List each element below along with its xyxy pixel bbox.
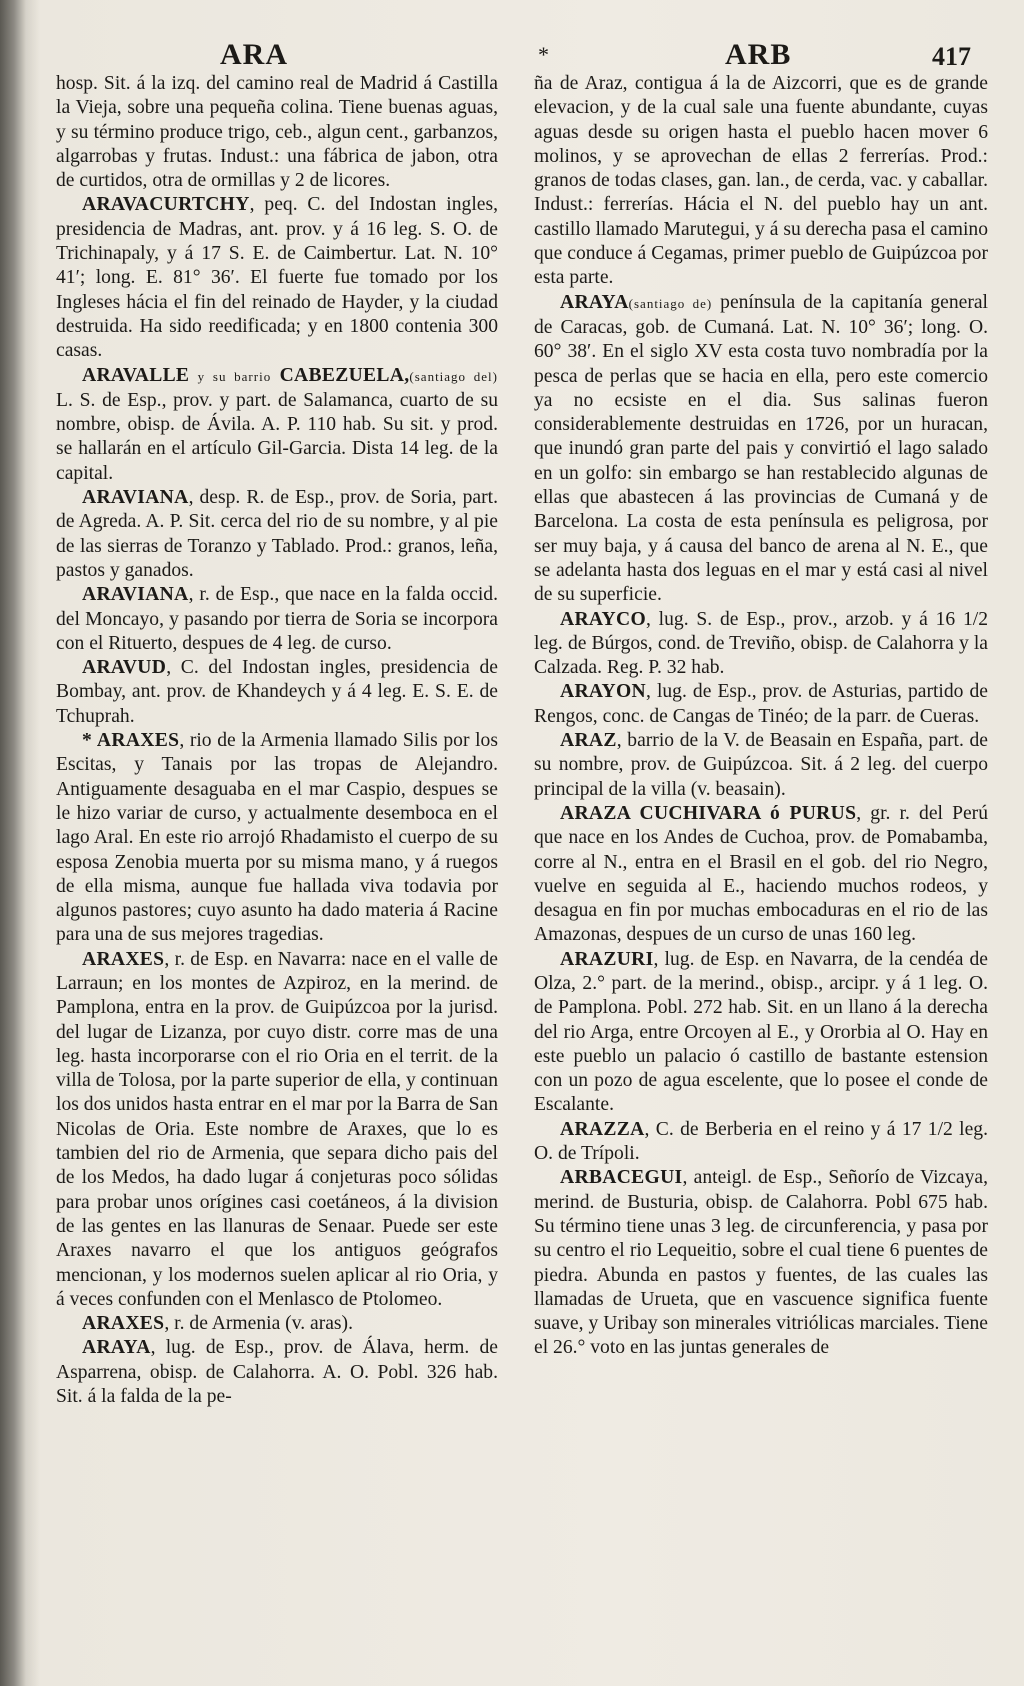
entry-text: , gr. r. del Perú que nace en los Andes de Cuchoa, prov. de Pomabamba, corre al N., entra en el Brasil en el gob. del rio Negro, vuelve en seguida al E., haciendo muchos rodeos, y desagua en fin por muchas embocaduras en el rio de las Amazonas, despues de un curso de unas 160 leg. bbox=[534, 802, 988, 946]
entry-text: , rio de la Armenia llamado Silis por los Escitas, y Tanais por las tropas de Alejandro. Antiguamente desaguaba en el mar Caspio, despues se le hizo variar de curso, y actualmente desemboca en el lago Aral. En este rio arrojó Rhadamisto el cuerpo de su esposa Zenobia muerta por su misma mano, y á ruegos de ella misma, aunque fue hallada viva todavia por algunos pastores; cuyo asunto ha dado materia á Racine para una de sus mejores tragedias. bbox=[56, 730, 498, 946]
dictionary-entry bbox=[56, 193, 498, 363]
entry-text: , r. de Esp., que nace en la falda occid. del Moncayo, y pasando por tierra de Soria se incorpora con el Rituerto, despues de 4 leg. de curso. bbox=[56, 584, 498, 654]
entry-text: península de la capitanía general de Caracas, gob. de Cumaná. Lat. N. 10° 36′; long. O. 60° 38′. En el siglo XV esta costa tuvo nombradía por la pesca de perlas que se hacia en ella, pero este comercio ya no ecsiste en el dia. Sus salinas fueron considerablemente destruidas en 1726, por un huracan, que inundó gran parte del pais y convirtió el lago salado en un golfo: sin embargo se han restablecido algunas de ellas que abastecen á las provincias de Cumaná y de Barcelona. La costa de esta península es peligrosa, por ser muy baja, y á causa del banco de arena al N. E., que se adelanta hasta dos leguas en el mar y está casi al nivel de su superficie. bbox=[534, 291, 988, 606]
dictionary-entry bbox=[534, 729, 988, 802]
dictionary-entry bbox=[534, 291, 988, 608]
dictionary-entry bbox=[56, 656, 498, 729]
entry-text: , r. de Esp. en Navarra: nace en el valle de Larraun; en los montes de Azpiroz, en la merind. de Pamplona, entra en la prov. de Guipúzcoa por la jurisd. del lugar de Lizanza, por cuyo distr. corre mas de una leg. hasta incorporarse con el rio Oria en el territ. de la villa de Tolosa, por la parte superior de ella, y continuan los dos unidos hasta entrar en el mar por la Barra de San Nicolas de Oria. Este nombre de Araxes, que lo es tambien del rio de Armenia, que separa dicho pais del de los Medos, ha dado lugar á conjeturas poco sólidas para probar unos orígines casi coetáneos, á la division de las gentes en las llanuras de Senaar. Puede ser este Araxes navarro el que los antiguos geógrafos mencionan, y los modernos suelen aplicar al rio Oria, y á veces confunden con el Menlasco de Ptolomeo. bbox=[56, 948, 498, 1310]
entry-headword: ARAVIANA bbox=[82, 487, 189, 509]
entry-headword: CABEZUELA, bbox=[279, 364, 410, 386]
entry-text: , C. de Berberia en el reino y á 17 1/2 leg. O. de Trípoli. bbox=[534, 1118, 988, 1165]
entry-headword: ARBACEGUI bbox=[560, 1167, 683, 1189]
entry-text: , barrio de la V. de Beasain en España, part. de su nombre, prov. de Guipúzcoa. Sit. á 2 leg. del cuerpo principal de la villa (v. beasain). bbox=[534, 730, 988, 800]
entry-headword: ARAZURI bbox=[560, 948, 654, 970]
entry-text: ña de Araz, contigua á la de Aizcorri, que es de grande elevacion, y de la cual sale una fuente abundante, cuyas aguas desde su origen hasta el pueblo hacen mover 6 molinos, y se aprovechan de ellas 2 ferrerías. Prod.: granos de todas clases, gan. lan., de cerda, vac. y caballar. Indust.: ferrerías. Hácia el N. del pueblo hay un ant. castillo llamado Marutegui, y á su derecha pasa el camino que conduce á Cegamas, primer pueblo de Guipúzcoa por esta parte. bbox=[534, 73, 988, 289]
entry-text: hosp. Sit. á la izq. del camino real de Madrid á Castilla la Vieja, sobre una pequeña colina. Tiene buenas aguas, y su término produce trigo, ceb., algun cent., garbanzos, algarrobas y frutas. Indust.: una fábrica de jabon, otra de curtidos, otra de ormillas y 2 de licores. bbox=[56, 73, 498, 192]
entry-text: , C. del Indostan ingles, presidencia de Bombay, ant. prov. de Khandeych y á 4 leg. E. S. E. de Tchuprah. bbox=[56, 657, 498, 727]
entry-headword: ARAXES bbox=[82, 1313, 165, 1335]
entry-headword: ARAYCO bbox=[560, 608, 646, 630]
entry-qualifier: (santiago de) bbox=[628, 295, 713, 311]
dictionary-entry bbox=[56, 1336, 498, 1409]
entry-text: L. S. de Esp., prov. y part. de Salamanca, cuarto de su nombre, obisp. de Ávila. A. P. 110 hab. Su sit. y prod. se hallarán en el artículo Gil-Garcia. Dista 14 leg. de la capital. bbox=[56, 389, 498, 484]
dictionary-entry bbox=[534, 802, 988, 948]
entry-text: , anteigl. de Esp., Señorío de Vizcaya, merind. de Busturia, obisp. de Calahorra. Pobl 675 hab. Su término tiene unas 3 leg. de circunferencia, y pasa por su centro el rio Lequeitio, sobre el cual tiene 6 puentes de piedra. Abunda en pastos y fuentes, de las cuales las llamadas de Urueta, que en vascuence significa fuente suave, y Uribay son minerales vitriólicas marciales. Tiene el 26.° voto en las juntas generales de bbox=[534, 1167, 988, 1359]
dictionary-entry bbox=[534, 1166, 988, 1360]
entry-text: , lug. S. de Esp., prov., arzob. y á 16 1/2 leg. de Búrgos, cond. de Treviño, obisp. de Calahorra y la Calzada. Reg. P. 32 hab. bbox=[534, 608, 988, 679]
dictionary-entry bbox=[56, 948, 498, 1312]
page-header bbox=[60, 38, 984, 74]
entry-headword: ARAZZA bbox=[560, 1118, 645, 1140]
entry-headword: * ARAXES bbox=[82, 730, 180, 752]
dictionary-entry bbox=[56, 729, 498, 948]
right-column bbox=[534, 72, 988, 1672]
entry-text: , r. de Armenia (v. aras). bbox=[164, 1313, 353, 1335]
entry-text: , lug. de Esp. en Navarra, de la cendéa de Olza, 2.° part. de la merind., obisp., arcipr. y á 1 leg. O. de Pamplona. Pobl. 272 hab. Sit. en un llano á la derecha del rio Arga, entre Orcoyen al E., y Ororbia al O. Hay en este pueblo un palacio ó castillo de bastante estension con un pozo de agua escelente, que lo posee el conde de Escalante. bbox=[534, 948, 988, 1116]
entry-headword: ARAYA bbox=[560, 291, 629, 313]
dictionary-entry bbox=[56, 1312, 498, 1336]
dictionary-entry bbox=[56, 72, 498, 193]
left-running-head: ARA bbox=[220, 38, 288, 71]
entry-headword: ARAVALLE bbox=[82, 364, 190, 386]
entry-headword: ARAZ bbox=[560, 730, 617, 752]
dictionary-entry bbox=[534, 1118, 988, 1167]
entry-headword: ARAVACURTCHY bbox=[82, 194, 250, 216]
entry-text: , lug. de Esp., prov. de Asturias, partido de Rengos, conc. de Cangas de Tinéo; de la parr. de Cueras. bbox=[534, 681, 988, 727]
entry-headword: ARAVIANA bbox=[82, 584, 189, 606]
entry-text: , desp. R. de Esp., prov. de Soria, part. de Agreda. A. P. Sit. cerca del rio de su nombre, y al pie de las sierras de Toranzo y Tablado. Prod.: granos, leña, pastos y ganados. bbox=[56, 487, 498, 581]
dictionary-entry bbox=[56, 364, 498, 486]
entry-headword: ARAVUD bbox=[82, 657, 167, 679]
dictionary-entry bbox=[534, 72, 988, 291]
dictionary-entry bbox=[56, 583, 498, 656]
entry-headword: ARAYON bbox=[560, 681, 646, 703]
entry-headword: ARAZA CUCHIVARA ó PURUS bbox=[560, 802, 857, 824]
left-column bbox=[56, 72, 498, 1672]
entry-headword: ARAXES bbox=[82, 948, 165, 970]
dictionary-entry bbox=[56, 486, 498, 583]
asterisk-mark: * bbox=[538, 42, 549, 67]
right-running-head: ARB bbox=[725, 38, 792, 71]
dictionary-entry bbox=[534, 948, 988, 1118]
entry-qualifier: y su barrio bbox=[197, 368, 272, 384]
page-number: 417 bbox=[932, 42, 971, 71]
dictionary-entry bbox=[534, 608, 988, 681]
entry-text: , peq. C. del Indostan ingles, presidencia de Madras, ant. prov. y á 16 leg. S. O. de Trichinapaly, y á 17 S. E. de Caimbertur. Lat. N. 10° 41′; long. E. 81° 36′. El fuerte fue tomado por los Ingleses hácia el fin del reinado de Hayder, y la ciudad destruida. Ha sido reedificada; y en 1800 contenia 300 casas. bbox=[56, 194, 498, 362]
entry-qualifier: (santiago del) bbox=[409, 368, 498, 384]
dictionary-entry bbox=[534, 680, 988, 729]
entry-text: , lug. de Esp., prov. de Álava, herm. de Asparrena, obisp. de Calahorra. A. O. Pobl. 326 hab. Sit. á la falda de la pe- bbox=[56, 1337, 498, 1408]
entry-headword: ARAYA bbox=[82, 1337, 151, 1359]
